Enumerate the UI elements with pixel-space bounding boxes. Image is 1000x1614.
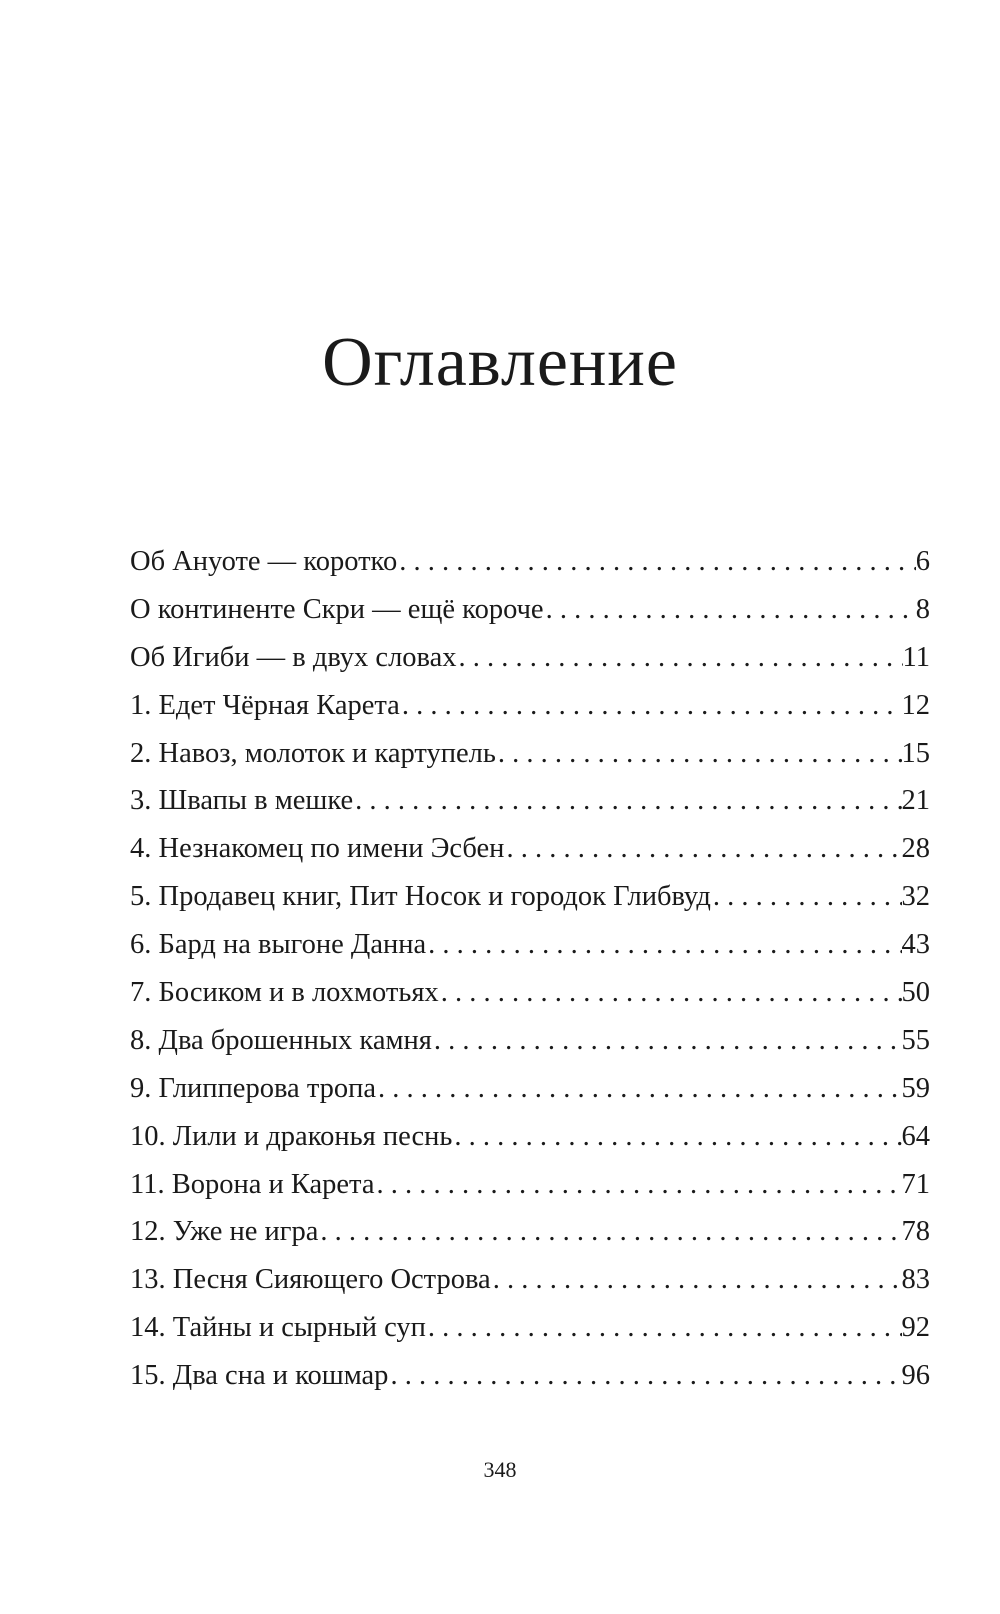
toc-entry-page: 12 (901, 689, 930, 721)
toc-entry-title: О континенте Скри — ещё короче (130, 593, 544, 625)
toc-entry (130, 873, 930, 921)
toc-entry (130, 1304, 930, 1352)
toc-entry (130, 634, 930, 682)
toc-entry-title: 8. Два брошенных камня (130, 1024, 432, 1056)
dot-leader (432, 1017, 902, 1065)
dot-leader (353, 777, 901, 825)
dot-leader (544, 586, 916, 634)
table-of-contents (130, 538, 930, 1400)
toc-entry-title: 6. Бард на выгоне Данна (130, 929, 427, 961)
toc-entry-page: 21 (901, 785, 930, 817)
toc-entry-title: 15. Два сна и кошмар (130, 1360, 389, 1392)
toc-entry (130, 1113, 930, 1161)
dot-leader (504, 825, 901, 873)
dot-leader (496, 730, 902, 778)
toc-entry-title: 9. Глипперова тропа (130, 1072, 377, 1104)
dot-leader (426, 1304, 902, 1352)
page-number: 348 (483, 1457, 517, 1482)
toc-entry-page: 83 (901, 1264, 930, 1296)
toc-entry (130, 1065, 930, 1113)
toc-entry-page: 96 (901, 1360, 930, 1392)
toc-entry-title: 14. Тайны и сырный суп (130, 1312, 426, 1344)
toc-entry-page: 50 (901, 977, 930, 1009)
dot-leader (439, 969, 902, 1017)
toc-entry (130, 1208, 930, 1256)
toc-entry (130, 969, 930, 1017)
toc-entry-title: Об Ануоте — коротко (130, 546, 398, 577)
toc-entry (130, 730, 930, 778)
toc-entry (130, 1161, 930, 1209)
toc-entry-page: 92 (901, 1312, 930, 1344)
toc-entry-title: 12. Уже не игра (130, 1216, 319, 1248)
toc-entry (130, 777, 930, 825)
toc-entry-title: 3. Швапы в мешке (130, 785, 354, 817)
toc-entry-page: 71 (901, 1168, 930, 1200)
toc-entry-page: 6 (915, 546, 930, 577)
page-title: Оглавление (322, 324, 678, 401)
toc-entry (130, 1017, 930, 1065)
toc-entry-page: 55 (901, 1024, 930, 1056)
dot-leader (375, 1161, 902, 1209)
toc-entry-title: 2. Навоз, молоток и картупель (130, 737, 496, 769)
toc-entry (130, 825, 930, 873)
toc-entry (130, 538, 930, 586)
toc-entry-page: 28 (901, 833, 930, 865)
toc-entry-page: 15 (901, 737, 930, 769)
toc-entry-title: 5. Продавец книг, Пит Носок и городок Глибвуд (130, 881, 711, 913)
toc-entry-page: 59 (901, 1072, 930, 1104)
toc-entry (130, 1256, 930, 1304)
toc-entry (130, 682, 930, 730)
toc-entry-title: 1. Едет Чёрная Карета (130, 689, 400, 721)
toc-entry (130, 1352, 930, 1400)
dot-leader (400, 682, 902, 730)
toc-entry-title: Об Игиби — в двух словах (130, 641, 457, 673)
toc-entry-page: 32 (901, 881, 930, 913)
toc-entry-page: 11 (902, 641, 930, 673)
toc-entry-title: 13. Песня Сияющего Острова (130, 1264, 491, 1296)
dot-leader (452, 1113, 901, 1161)
dot-leader (491, 1256, 902, 1304)
toc-entry (130, 586, 930, 634)
dot-leader (376, 1065, 901, 1113)
toc-entry-page: 8 (915, 593, 930, 625)
dot-leader (318, 1208, 901, 1256)
dot-leader (397, 538, 916, 586)
toc-entry-title: 4. Незнакомец по имени Эсбен (130, 833, 505, 865)
dot-leader (711, 873, 902, 921)
toc-entry (130, 921, 930, 969)
dot-leader (457, 634, 903, 682)
toc-entry-page: 64 (901, 1120, 930, 1152)
toc-entry-page: 43 (901, 929, 930, 961)
dot-leader (388, 1352, 901, 1400)
toc-entry-page: 78 (901, 1216, 930, 1248)
toc-entry-title: 7. Босиком и в лохмотьях (130, 977, 439, 1009)
dot-leader (426, 921, 901, 969)
toc-entry-title: 10. Лили и драконья песнь (130, 1120, 453, 1152)
toc-entry-title: 11. Ворона и Карета (130, 1168, 375, 1200)
